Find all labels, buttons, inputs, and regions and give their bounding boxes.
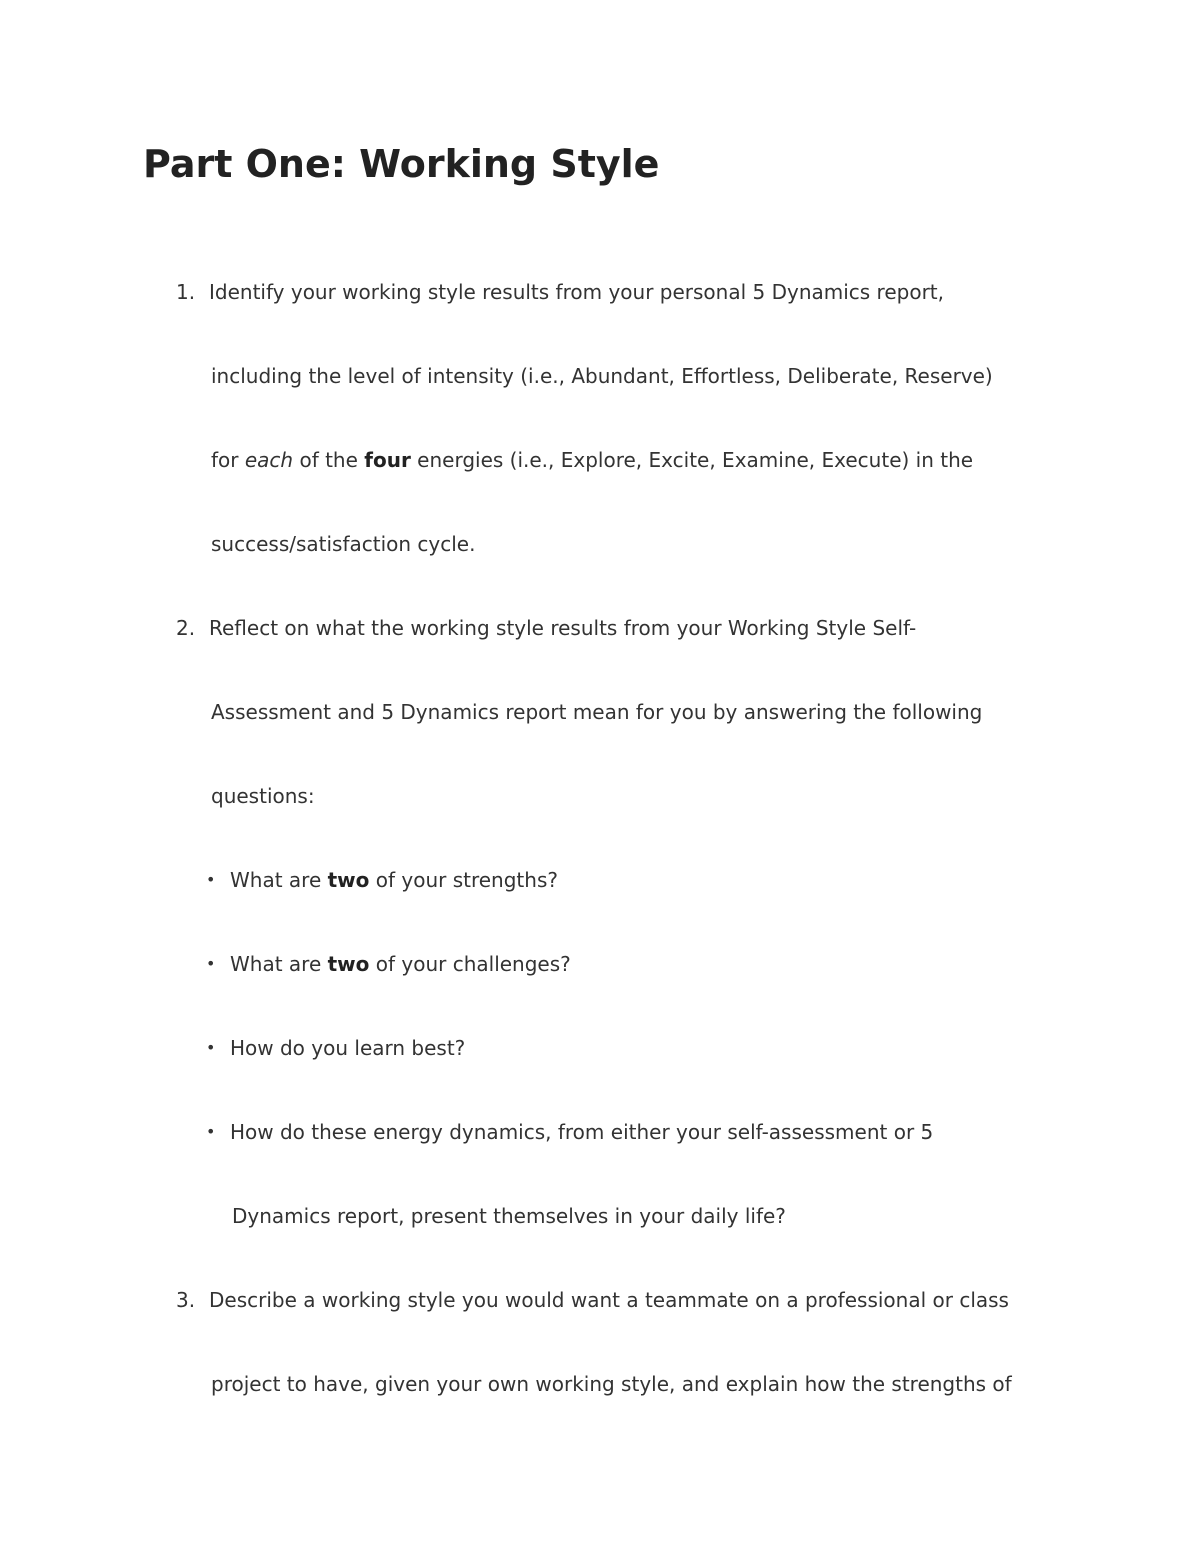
bullet-4-marker: • xyxy=(206,1122,216,1141)
q1-line-3: for each of the four energies (i.e., Explore, Excite, Examine, Execute) in the xyxy=(211,448,974,472)
bullet-1-marker: • xyxy=(206,870,216,889)
bullet-4-text-line-1: How do these energy dynamics, from either your self-assessment or 5 xyxy=(230,1120,934,1144)
q1-line-4: success/satisfaction cycle. xyxy=(211,532,476,556)
bullet-4-text-line-2: Dynamics report, present themselves in your daily life? xyxy=(232,1204,786,1228)
q3-number: 3. xyxy=(176,1288,196,1312)
emphasis-two-strengths: two xyxy=(327,868,370,892)
emphasis-two-challenges: two xyxy=(327,952,370,976)
q3-line-2: project to have, given your own working style, and explain how the strengths of xyxy=(211,1372,1012,1396)
q2-line-3: questions: xyxy=(211,784,315,808)
bullet-2-marker: • xyxy=(206,954,216,973)
bullet-3-marker: • xyxy=(206,1038,216,1057)
q2-number: 2. xyxy=(176,616,196,640)
emphasis-each: each xyxy=(244,448,294,472)
bullet-2-text: What are two of your challenges? xyxy=(230,952,571,976)
bullet-1-text: What are two of your strengths? xyxy=(230,868,558,892)
bullet-3-text: How do you learn best? xyxy=(230,1036,466,1060)
page-title: Part One: Working Style xyxy=(143,142,660,186)
q3-line-1: Describe a working style you would want a teammate on a professional or class xyxy=(209,1288,1009,1312)
q2-line-2: Assessment and 5 Dynamics report mean for you by answering the following xyxy=(211,700,983,724)
q2-line-1: Reflect on what the working style results from your Working Style Self- xyxy=(209,616,917,640)
emphasis-four: four xyxy=(364,448,411,472)
q1-line-2: including the level of intensity (i.e., Abundant, Effortless, Deliberate, Reserve) xyxy=(211,364,993,388)
q1-line-1: Identify your working style results from your personal 5 Dynamics report, xyxy=(209,280,944,304)
q1-number: 1. xyxy=(176,280,196,304)
